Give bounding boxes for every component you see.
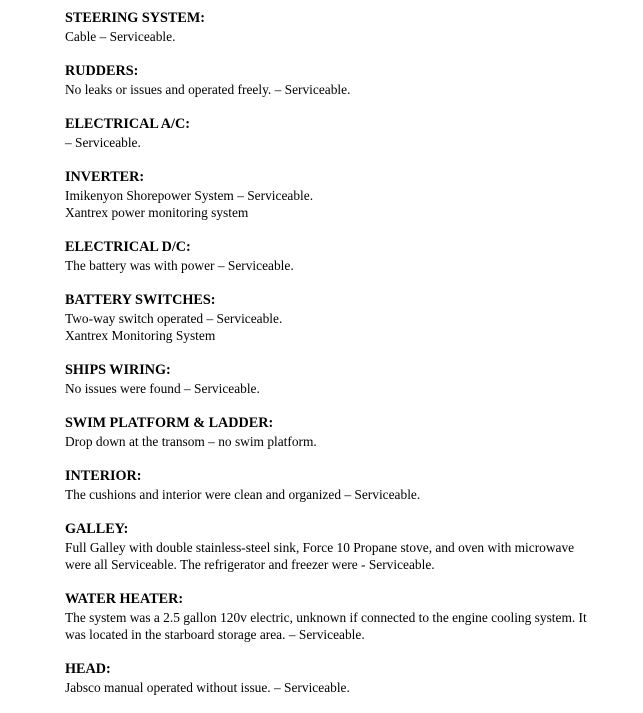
section-text: The cushions and interior were clean and organized – Serviceable. [65,487,421,502]
section-electrical-ac [65,115,635,151]
section-text: No leaks or issues and operated freely. – Serviceable. [65,82,351,97]
section-text: The system was a 2.5 gallon 120v electric, unknown if connected to the engine cooling system. It [65,610,587,625]
section-galley [65,520,635,573]
section-ships-wiring [65,361,635,397]
section-text: Jabsco manual operated without issue. – Serviceable. [65,680,350,695]
section-text: – Serviceable. [65,135,141,150]
section-water-heater [65,590,635,643]
section-heading: STEERING SYSTEM: [65,10,205,26]
section-text: The battery was with power – Serviceable. [65,258,294,273]
section-heading: HEAD: [65,661,111,677]
section-heading: ELECTRICAL D/C: [65,239,191,255]
section-text: Xantrex Monitoring System [65,328,216,343]
section-text: Drop down at the transom – no swim platform. [65,434,317,449]
section-text: Cable – Serviceable. [65,29,176,44]
section-heading: ELECTRICAL A/C: [65,116,190,132]
section-heading: INVERTER: [65,169,145,185]
section-heading: SHIPS WIRING: [65,362,171,378]
section-heading: INTERIOR: [65,468,142,484]
section-inverter [65,168,635,221]
section-heading: WATER HEATER: [65,591,184,607]
section-text: Xantrex power monitoring system [65,205,249,220]
section-electrical-dc [65,238,635,274]
section-heading: BATTERY SWITCHES: [65,292,216,308]
section-text: No issues were found – Serviceable. [65,381,260,396]
section-text: was located in the starboard storage area. – Serviceable. [65,627,365,642]
section-head [65,660,635,696]
document-page [65,9,635,713]
section-heading: GALLEY: [65,521,129,537]
section-text: Full Galley with double stainless-steel sink, Force 10 Propane stove, and oven with microwave [65,540,575,555]
section-text: Imikenyon Shorepower System – Serviceable. [65,188,314,203]
section-text: Two-way switch operated – Serviceable. [65,311,283,326]
section-swim-platform-ladder [65,414,635,450]
section-battery-switches [65,291,635,344]
section-interior [65,467,635,503]
section-text: were all Serviceable. The refrigerator and freezer were - Serviceable. [65,557,435,572]
section-steering-system [65,9,635,45]
section-heading: RUDDERS: [65,63,139,79]
section-heading: SWIM PLATFORM & LADDER: [65,415,274,431]
section-rudders [65,62,635,98]
